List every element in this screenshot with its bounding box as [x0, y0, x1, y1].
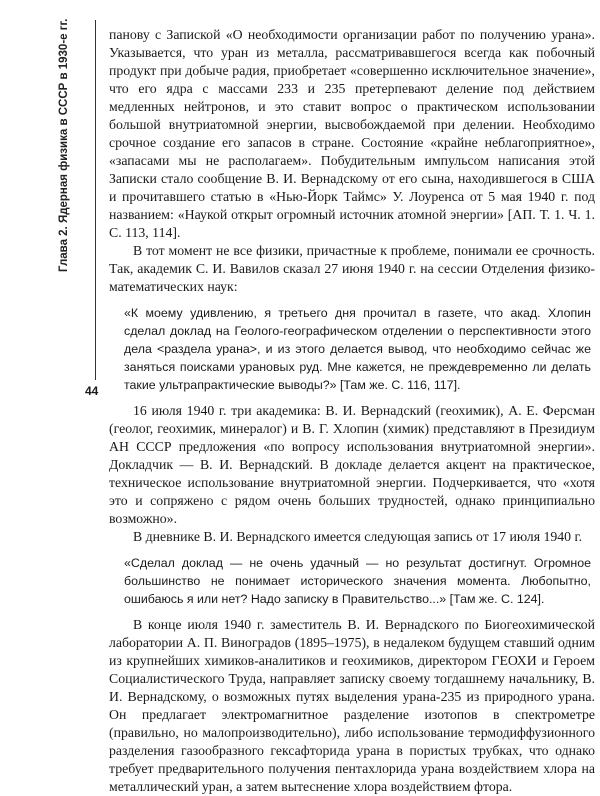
- quote-vernadsky-diary: «Сделал доклад — не очень удачный — но результат достигнут. Огромное большинство не понимает исторического значения момента. Любопытно, ошибаюсь я или нет? Надо записку в Правительство...» [Там же. С. 124].: [124, 556, 591, 606]
- page-body: [109, 26, 595, 796]
- page-number: 44: [85, 384, 99, 398]
- paragraph-2: В тот момент не все физики, причастные к проблеме, понимали ее срочность. Так, академик С. И. Вавилов сказал 27 июня 1940 г. на сессии Отделения физико-математических наук:: [109, 243, 595, 294]
- paragraph-4: В дневнике В. И. Вернадского имеется следующая запись от 17 июля 1940 г.: [133, 529, 583, 544]
- paragraph-5: В конце июля 1940 г. заместитель В. И. Вернадского по Биогеохимической лаборатории А. П. Виноградов (1895–1975), в недалеком будущем ставший одним из крупнейших химиков-аналитиков и геохимиков, директором ГЕОХИ и Героем Социалистического Труда, направляет записку своему тогдашнему начальнику, В. И. Вернадскому, о возможных путях выделения урана-235 из природного урана. Он предлагает электромагнитное разделение изотопов в спектрометре (правильно, но малопроизводительно), либо использование термодиффузионного разделения газообразного гексафторида урана в пористых трубках, что однако требует предварительного получения пентахлорида урана воздействием хлора на металлический уран, а затем вытеснение хлора воздействием фтора.: [109, 617, 595, 794]
- running-header: Глава 2. Ядерная физика в СССР в 1930-е гг.: [58, 18, 70, 272]
- header-rule: [95, 20, 96, 380]
- paragraph-3: 16 июля 1940 г. три академика: В. И. Вернадский (геохимик), А. Е. Ферсман (геолог, геохимик, минералог) и В. Г. Хлопин (химик) представляют в Президиум АН СССР предложения «по вопросу использования внутриатомной энергии». Докладчик — В. И. Вернадский. В докладе делается акцент на практическое, техническое использование внутриатомной энергии. Подчеркивается, что «хотя это и сопряжено с рядом очень больших трудностей, однако принципиально возможно».: [109, 403, 595, 526]
- paragraph-1: панову с Запиской «О необходимости организации работ по получению урана». Указывается, что уран из металла, рассматривавшегося всегда как побочный продукт при добыче радия, приобретает «совершенно исключительное значение», что его ядра с массами 233 и 235 претерпевают деление под действием медленных нейтронов, и это ставит вопрос о практическом использовании большой внутриатомной энергии, высвобождаемой при делении. Необходимо срочное создание его запасов в стране. Состояние «крайне неблагоприятное», «запасами мы не располагаем». Побудительным импульсом написания этой Записки стало сообщение В. И. Вернадскому от его сына, находившегося в США и прочитавшего статью в «Нью-Йорк Таймс» У. Лоуренса от 5 мая 1940 г. под названием: «Наукой открыт огромный источник атомной энергии» [АП. Т. 1. Ч. 1. С. 113, 114].: [109, 27, 595, 240]
- quote-vavilov: «К моему удивлению, я третьего дня прочитал в газете, что акад. Хлопин сделал доклад на Геолого-географическом отделении о перспективности этого дела <раздела урана>, и из этого делается вывод, что необходимо сейчас же заняться поисками урановых руд. Мне кажется, не преждевременно ли делать такие ультрапрактические выводы?» [Там же. С. 116, 117].: [124, 306, 591, 392]
